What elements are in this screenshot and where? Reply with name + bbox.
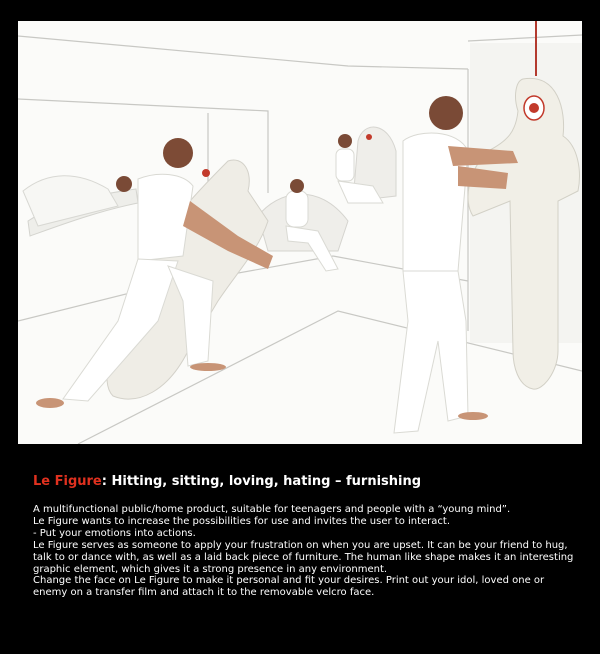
- seated-man-background: [336, 127, 396, 203]
- description-paragraph: Le Figure wants to increase the possibilities for use and invites the user to interact.: [33, 515, 451, 527]
- product-photo-illustration: [18, 21, 582, 444]
- lounging-man: [23, 176, 138, 236]
- headline-brand: Le Figure: [33, 474, 102, 489]
- headline-rest: : Hitting, sitting, loving, hating – furnishing: [101, 474, 422, 489]
- description-paragraph: - Put your emotions into actions.: [33, 527, 196, 539]
- product-photo: [18, 21, 582, 444]
- description: [33, 504, 578, 599]
- description-paragraph: A multifunctional public/home product, suitable for teenagers and people with a “young mind”.: [33, 504, 511, 515]
- description-paragraph: Change the face on Le Figure to make it personal and fit your desires. Print out your idol, loved one or enemy on a transfer film and attach it to the removable velcro face.: [33, 575, 545, 599]
- description-paragraph: Le Figure serves as someone to apply your frustration on when you are upset. It can be your friend to hug, talk to or dance with, as well as a laid back piece of furniture. The human like shape makes it an interesting graphic element, which gives it a strong presence in any environment.: [33, 539, 574, 575]
- headline: [33, 474, 573, 490]
